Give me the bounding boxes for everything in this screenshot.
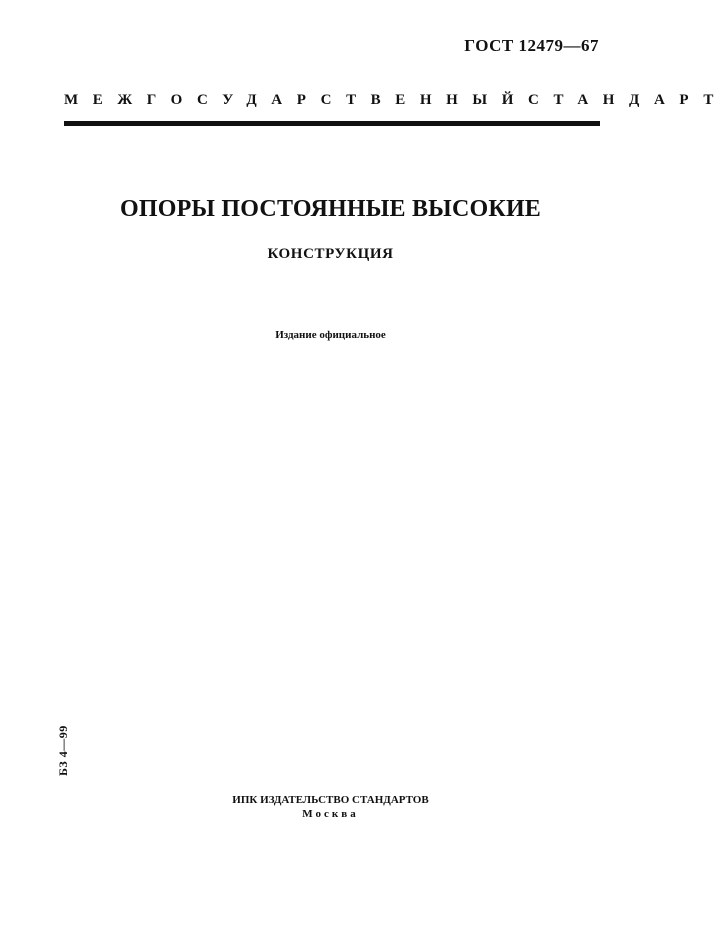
document-title: ОПОРЫ ПОСТОЯННЫЕ ВЫСОКИЕ xyxy=(119,196,542,222)
publisher-name: ИПК ИЗДАТЕЛЬСТВО СТАНДАРТОВ xyxy=(232,794,429,806)
side-catalog-code: БЗ 4—99 xyxy=(56,725,70,776)
standard-type-word-standard: СТАНДАРТ xyxy=(528,92,728,108)
publisher-city: Москва xyxy=(302,808,359,820)
standard-type-heading xyxy=(64,92,728,109)
edition-note: Издание официальное xyxy=(275,329,386,341)
document-subtitle: КОНСТРУКЦИЯ xyxy=(267,246,394,262)
standard-type-word-interstate: МЕЖГОСУДАРСТВЕННЫЙ xyxy=(64,92,529,108)
header-divider xyxy=(64,121,600,126)
document-number: ГОСТ 12479—67 xyxy=(464,36,599,55)
